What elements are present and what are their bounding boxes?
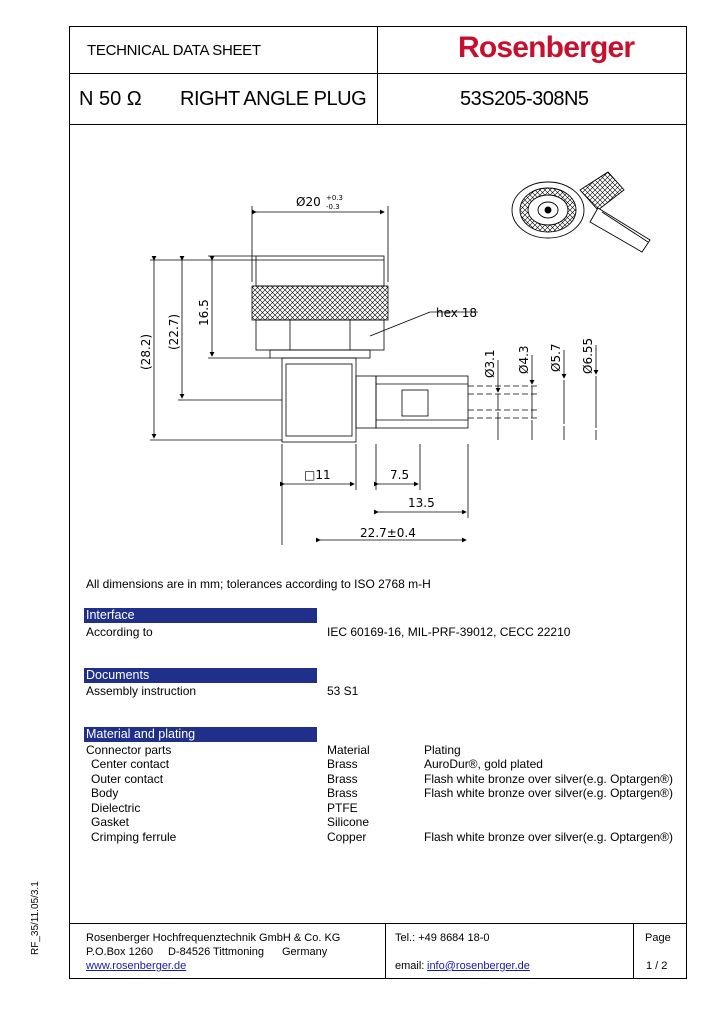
part-plating: Flash white bronze over silver(e.g. Optargen®) [424, 786, 673, 800]
footer-website-link[interactable]: www.rosenberger.de [86, 960, 187, 972]
interface-label: According to [86, 625, 153, 639]
page-number: 1 / 2 [646, 960, 668, 972]
footer-country: Germany [282, 946, 328, 958]
divider [377, 26, 378, 124]
part-name: Outer contact [91, 772, 164, 786]
divider [385, 923, 386, 979]
footer-company: Rosenberger Hochfrequenztechnik GmbH & Co. KG [86, 932, 341, 944]
footer-city: D-84526 Tittmoning [168, 946, 264, 958]
connector-type: N 50 Ω [79, 88, 142, 110]
col-connector-parts: Connector parts [86, 743, 172, 757]
part-plating: AuroDur®, gold plated [424, 757, 543, 771]
dim-d6-55: Ø6.55 [581, 337, 595, 374]
part-name: Dielectric [91, 801, 141, 815]
dim-d4-3: Ø4.3 [517, 345, 531, 374]
documents-label: Assembly instruction [86, 684, 197, 698]
material-heading: Material and plating [84, 727, 317, 742]
dim-22-7-ref: (22.7) [167, 313, 181, 350]
dim-28-2-ref: (28.2) [139, 333, 153, 370]
part-material: Copper [327, 830, 367, 844]
dim-diameter-20: Ø20 [296, 195, 321, 209]
footer-email-label: email: [395, 960, 425, 972]
dim-tol-minus: -0.3 [326, 203, 340, 211]
product-description: RIGHT ANGLE PLUG [180, 88, 367, 110]
footer-pobox: P.O.Box 1260 [86, 946, 154, 958]
part-material: Brass [327, 757, 358, 771]
divider [633, 923, 634, 979]
part-number: 53S205-308N5 [460, 88, 589, 110]
technical-drawing [120, 150, 690, 550]
part-name: Body [91, 786, 119, 800]
dimension-note: All dimensions are in mm; tolerances according to ISO 2768 m-H [86, 577, 431, 591]
brand-logo: Rosenberger [458, 31, 635, 64]
divider [69, 923, 687, 924]
dim-d3-1: Ø3.1 [483, 349, 497, 378]
col-material: Material [327, 743, 370, 757]
part-name: Gasket [91, 815, 130, 829]
footer-email-link[interactable]: info@rosenberger.de [427, 960, 530, 972]
page-label: Page [645, 932, 671, 944]
dim-tol-plus: +0.3 [326, 194, 343, 202]
dim-13-5: 13.5 [408, 496, 435, 510]
documents-heading: Documents [84, 668, 317, 683]
part-name: Center contact [91, 757, 170, 771]
part-material: Silicone [327, 815, 370, 829]
dim-22-7: 22.7±0.4 [360, 526, 416, 540]
dim-16-5: 16.5 [197, 299, 211, 326]
col-plating: Plating [424, 743, 461, 757]
part-name: Crimping ferrule [91, 830, 177, 844]
part-material: PTFE [327, 801, 358, 815]
dim-7-5: 7.5 [390, 468, 410, 482]
hex-label: hex 18 [436, 306, 477, 320]
documents-value: 53 S1 [327, 684, 359, 698]
dim-d5-7: Ø5.7 [549, 343, 563, 372]
part-material: Brass [327, 772, 358, 786]
footer-tel: Tel.: +49 8684 18-0 [395, 932, 490, 944]
interface-value: IEC 60169-16, MIL-PRF-39012, CECC 22210 [327, 625, 571, 639]
interface-heading: Interface [84, 608, 317, 623]
dim-square-11: □11 [304, 468, 331, 482]
part-plating: Flash white bronze over silver(e.g. Optargen®) [424, 830, 673, 844]
divider [69, 124, 687, 125]
part-material: Brass [327, 786, 358, 800]
part-plating: Flash white bronze over silver(e.g. Optargen®) [424, 772, 673, 786]
divider [69, 73, 687, 74]
document-code: RF_35/11.05/3.1 [30, 881, 41, 955]
sheet-title: TECHNICAL DATA SHEET [87, 42, 261, 59]
